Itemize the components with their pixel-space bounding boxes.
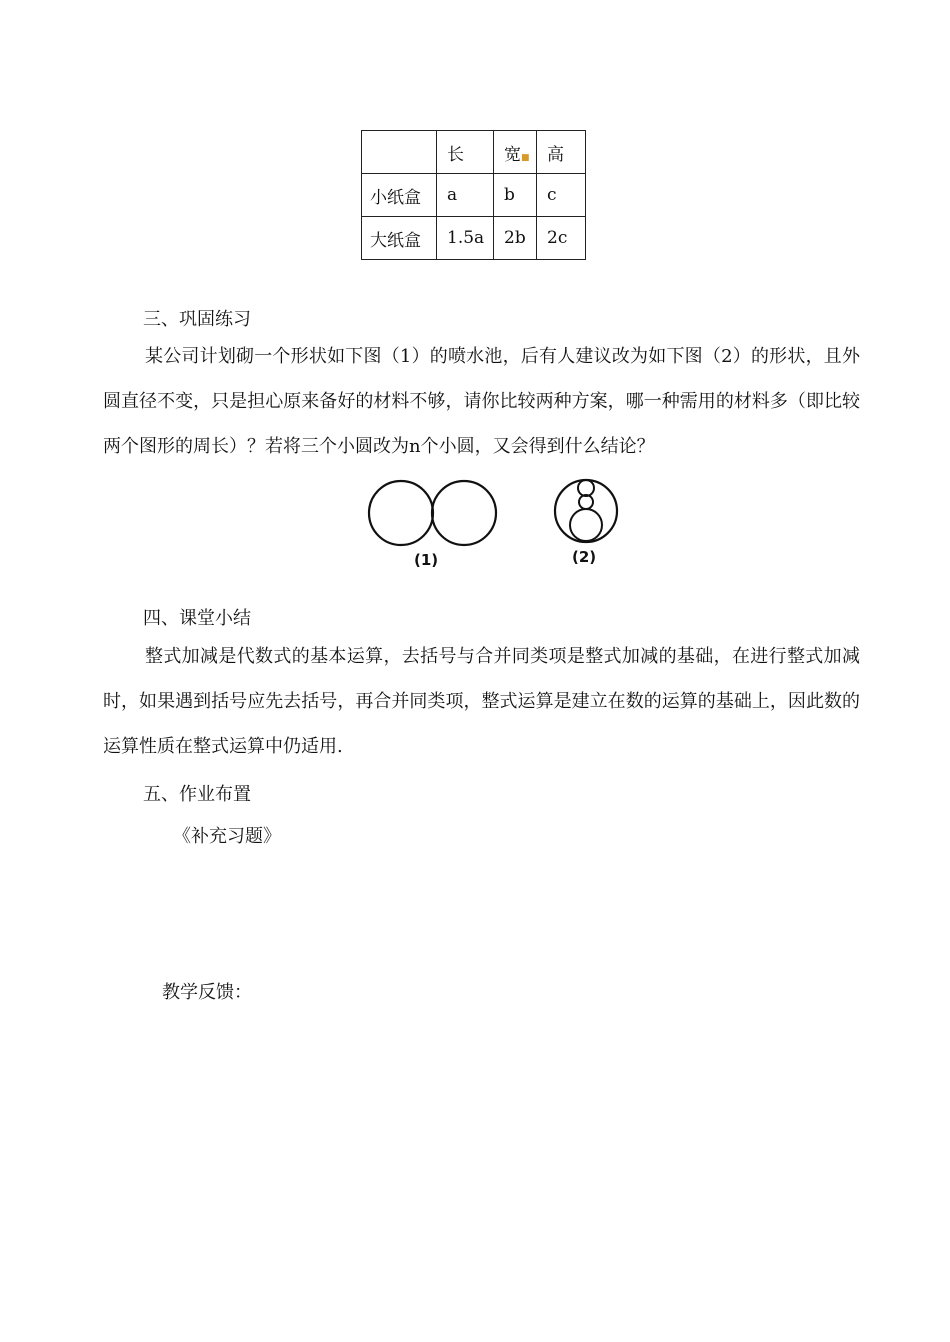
table-cell: 长 xyxy=(437,131,494,174)
table-row xyxy=(362,217,586,260)
table-cell: 大纸盒 xyxy=(362,217,437,260)
figure-1-two-circles xyxy=(369,481,496,545)
table-header-row xyxy=(362,131,586,174)
homework-item: 《补充习题》 xyxy=(173,826,281,847)
box-dimensions-table xyxy=(361,130,586,260)
section-heading: 五、作业布置 xyxy=(143,784,251,805)
table-row xyxy=(362,174,586,217)
table-cell: 1.5a xyxy=(437,217,494,260)
teaching-feedback-label: 教学反馈： xyxy=(162,982,252,1003)
figure-2-label: (2) xyxy=(572,548,597,566)
exercise-paragraph: 某公司计划砌一个形状如下图（1）的喷水池，后有人建议改为如下图（2）的形状，且外圆直径不变，只是担心原来备好的材料不够，请你比较两种方案，哪一种需用的材料多（即比较两个图形的周长）？若将三个小圆改为n个小圆，又会得到什么结论？ xyxy=(103,346,860,457)
table-cell: 高 xyxy=(537,131,586,174)
table-cell: 宽■ xyxy=(494,131,537,174)
figure-2-nested-circles xyxy=(555,480,617,542)
table-cell: 2b xyxy=(494,217,537,260)
table-cell: a xyxy=(437,174,494,217)
section-heading: 四、课堂小结 xyxy=(143,608,251,629)
fountain-figures xyxy=(360,478,630,550)
table-cell: 2c xyxy=(537,217,586,260)
table-cell: b xyxy=(494,174,537,217)
section-heading: 三、巩固练习 xyxy=(143,309,251,330)
table-cell xyxy=(362,131,437,174)
table-cell: 小纸盒 xyxy=(362,174,437,217)
table-cell: c xyxy=(537,174,586,217)
figure-1-label: (1) xyxy=(414,551,439,569)
summary-paragraph: 整式加减是代数式的基本运算，去括号与合并同类项是整式加减的基础，在进行整式加减时，如果遇到括号应先去括号，再合并同类项，整式运算是建立在数的运算的基础上，因此数的运算性质在整式运算中仍适用. xyxy=(103,646,860,757)
